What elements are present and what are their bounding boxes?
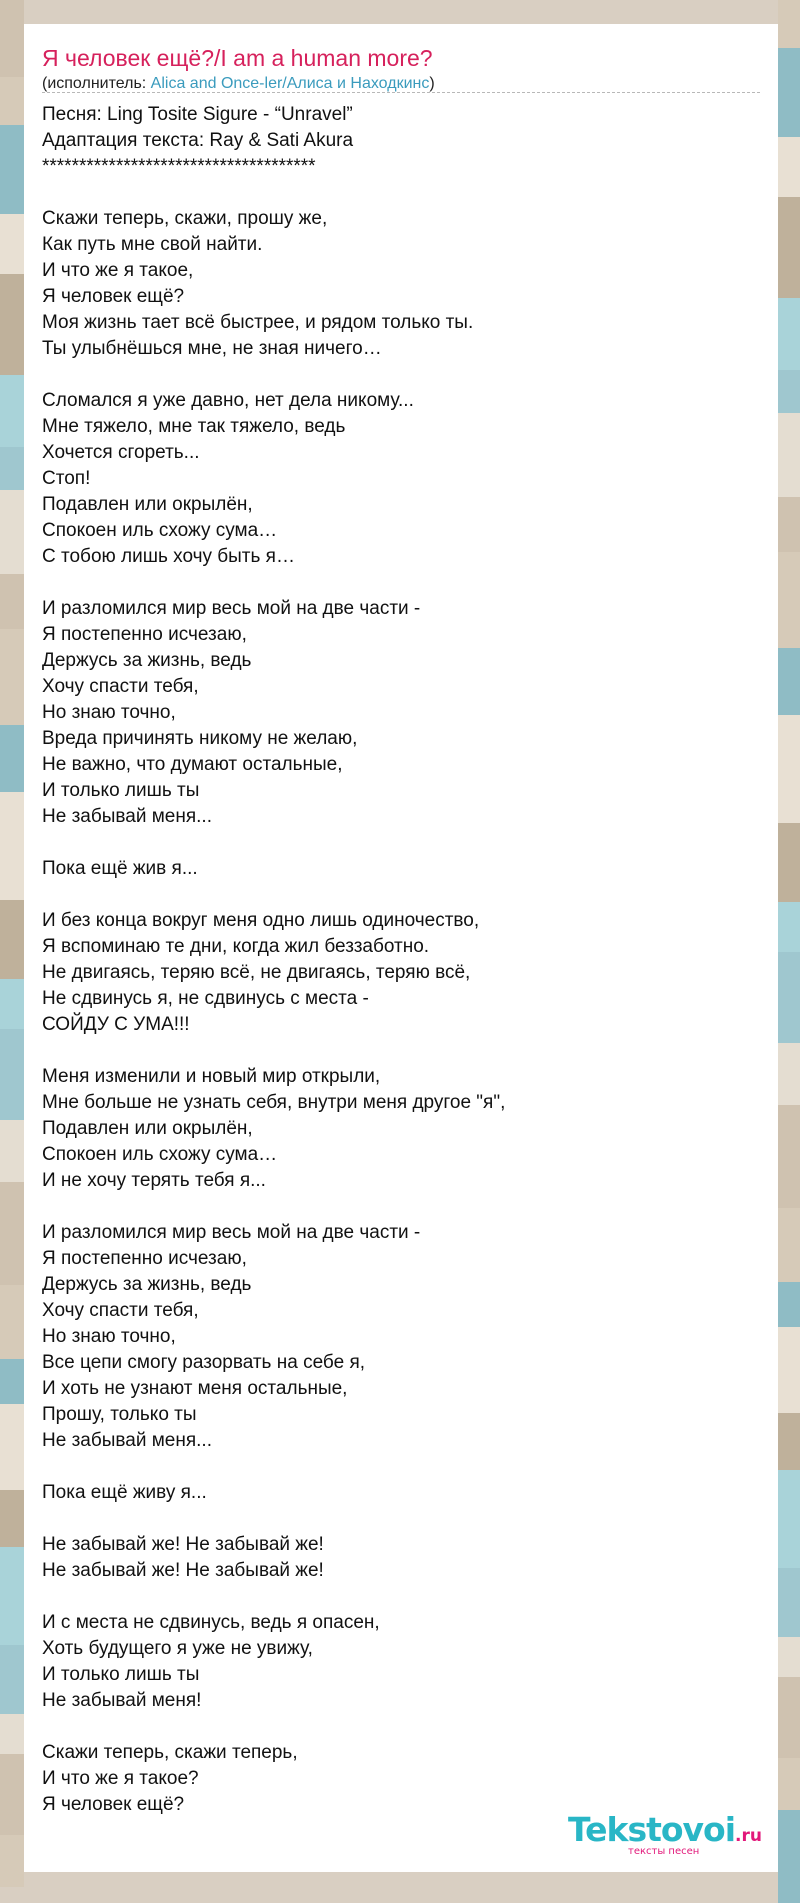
background-stripe — [778, 648, 800, 715]
lyric-line: И без конца вокруг меня одно лишь одиночество, — [42, 910, 480, 931]
background-stripe — [778, 48, 800, 137]
lyric-line: Подавлен или окрылён, — [42, 1118, 253, 1139]
background-stripe — [0, 77, 24, 125]
lyric-line: И с места не сдвинусь, ведь я опасен, — [42, 1612, 380, 1633]
lyric-line — [42, 180, 742, 206]
lyric-line: Стоп! — [42, 468, 91, 489]
background-stripe — [778, 552, 800, 648]
lyric-line: Я постепенно исчезаю, — [42, 1248, 247, 1269]
lyric-line — [42, 1454, 742, 1480]
lyric-line — [42, 570, 742, 596]
logo-tagline: тексты песен — [628, 1846, 700, 1857]
lyric-line: И только лишь ты — [42, 1664, 200, 1685]
background-stripe — [778, 197, 800, 298]
lyric-line — [42, 362, 742, 388]
lyric-line: Все цепи смогу разорвать на себе я, — [42, 1352, 366, 1373]
lyric-line: Вреда причинять никому не желаю, — [42, 728, 358, 749]
lyric-line: Не сдвинусь я, не сдвинусь с места - — [42, 988, 369, 1009]
lyric-line: И только лишь ты — [42, 780, 200, 801]
background-stripe — [778, 715, 800, 823]
lyric-line: Я постепенно исчезаю, — [42, 624, 247, 645]
background-stripe — [0, 1835, 24, 1887]
background-stripe — [0, 1285, 24, 1359]
background-stripe — [778, 1568, 800, 1637]
lyric-line: И разломился мир весь мой на две части - — [42, 1222, 421, 1243]
background-stripe — [778, 1208, 800, 1282]
background-stripe — [778, 1470, 800, 1568]
background-stripe — [778, 497, 800, 552]
background-stripe — [0, 792, 24, 900]
lyric-line: Спокоен иль схожу сума… — [42, 1144, 278, 1165]
lyric-line: Я человек ещё? — [42, 286, 185, 307]
background-stripe — [0, 375, 24, 447]
lyric-line — [42, 1506, 742, 1532]
performer-line — [42, 74, 435, 94]
lyrics-text — [42, 102, 742, 1818]
background-stripe — [0, 1754, 24, 1835]
lyric-line: Скажи теперь, скажи, прошу же, — [42, 208, 328, 229]
background-stripe — [0, 214, 24, 274]
logo-name: Tekstovoi — [568, 1810, 736, 1849]
lyric-line — [42, 882, 742, 908]
background-stripe — [0, 900, 24, 979]
background-stripe — [0, 0, 24, 77]
background-stripe — [0, 447, 24, 490]
lyric-line: Хоть будущего я уже не увижу, — [42, 1638, 313, 1659]
song-title: Я человек ещё?/I am a human more? — [42, 45, 433, 71]
background-stripe — [0, 1359, 24, 1404]
lyric-line: Ты улыбнёшься мне, не зная ничего… — [42, 338, 382, 359]
performer-link[interactable]: Alica and Once-ler/Алиса и Находкинс — [150, 75, 430, 92]
background-stripe — [0, 574, 24, 629]
background-stripe — [778, 1637, 800, 1677]
lyric-line: Не забывай же! Не забывай же! — [42, 1534, 324, 1555]
lyric-line: Прошу, только ты — [42, 1404, 197, 1425]
background-stripe — [778, 413, 800, 497]
logo-tld: .ru — [735, 1826, 762, 1846]
lyric-line — [42, 830, 742, 856]
lyric-line: Не двигаясь, теряю всё, не двигаясь, теряю всё, — [42, 962, 471, 983]
lyric-line: И хоть не узнают меня остальные, — [42, 1378, 348, 1399]
background-stripe — [0, 125, 24, 214]
lyric-line — [42, 1714, 742, 1740]
background-stripe — [0, 725, 24, 792]
lyric-line: И не хочу терять тебя я... — [42, 1170, 266, 1191]
performer-suffix: ) — [429, 75, 435, 92]
lyric-line: Пока ещё жив я... — [42, 858, 198, 879]
lyric-line: Как путь мне свой найти. — [42, 234, 263, 255]
background-stripe — [778, 0, 800, 48]
performer-prefix: (исполнитель: — [42, 75, 151, 92]
background-stripe — [0, 1714, 24, 1754]
background-stripe — [0, 1120, 24, 1182]
background-stripe — [0, 1029, 24, 1120]
background-stripe — [778, 823, 800, 902]
lyric-line: Мне тяжело, мне так тяжело, ведь — [42, 416, 346, 437]
lyric-line: Но знаю точно, — [42, 1326, 176, 1347]
background-stripe — [778, 1282, 800, 1327]
background-stripe — [0, 274, 24, 375]
background-stripe — [0, 1645, 24, 1714]
background-stripe — [778, 298, 800, 370]
lyric-line: Сломался я уже давно, нет дела никому... — [42, 390, 414, 411]
lyric-line: Скажи теперь, скажи теперь, — [42, 1742, 298, 1763]
lyric-line: Не забывай меня! — [42, 1690, 202, 1711]
background-stripe — [778, 1043, 800, 1105]
lyric-line: Хочу спасти тебя, — [42, 1300, 199, 1321]
lyric-line: Пока ещё живу я... — [42, 1482, 207, 1503]
lyric-line: Спокоен иль схожу сума… — [42, 520, 278, 541]
divider — [42, 92, 760, 93]
background-stripe — [778, 1758, 800, 1810]
lyric-line: СОЙДУ С УМА!!! — [42, 1014, 190, 1035]
lyric-line: Держусь за жизнь, ведь — [42, 1274, 252, 1295]
background-stripe — [0, 1404, 24, 1490]
lyric-line: Не забывай же! Не забывай же! — [42, 1560, 324, 1581]
lyric-line: И что же я такое, — [42, 260, 194, 281]
background-stripe — [0, 490, 24, 574]
lyric-line — [42, 1194, 742, 1220]
background-stripes-left — [0, 0, 24, 1872]
background-stripe — [0, 629, 24, 725]
lyric-line — [42, 1038, 742, 1064]
lyric-line: Хочется сгореть... — [42, 442, 200, 463]
lyric-line: Держусь за жизнь, ведь — [42, 650, 252, 671]
lyric-line: ************************************* — [42, 156, 316, 177]
lyric-line: Я человек ещё? — [42, 1794, 185, 1815]
lyric-line: И разломился мир весь мой на две части - — [42, 598, 421, 619]
lyric-line: Меня изменили и новый мир открыли, — [42, 1066, 381, 1087]
background-stripe — [778, 1810, 800, 1903]
lyric-line: Не забывай меня... — [42, 1430, 212, 1451]
lyric-line: Я вспоминаю те дни, когда жил беззаботно. — [42, 936, 430, 957]
background-stripe — [0, 1547, 24, 1645]
lyric-line: Но знаю точно, — [42, 702, 176, 723]
lyric-line: С тобою лишь хочу быть я… — [42, 546, 295, 567]
lyric-line: Не забывай меня... — [42, 806, 212, 827]
background-stripe — [778, 1677, 800, 1758]
site-logo[interactable] — [568, 1812, 768, 1864]
background-stripe — [778, 1413, 800, 1470]
lyric-line: Песня: Ling Tosite Sigure - “Unravel” — [42, 104, 353, 125]
background-stripe — [0, 979, 24, 1029]
background-stripe — [778, 137, 800, 197]
background-stripe — [778, 370, 800, 413]
background-stripes-right — [778, 0, 800, 1872]
background-stripe — [778, 952, 800, 1043]
lyric-line: Адаптация текста: Ray & Sati Akura — [42, 130, 354, 151]
background-stripe — [778, 1105, 800, 1208]
background-stripe — [778, 902, 800, 952]
lyric-line: Хочу спасти тебя, — [42, 676, 199, 697]
lyric-line: Мне больше не узнать себя, внутри меня другое "я", — [42, 1092, 506, 1113]
lyric-line: И что же я такое? — [42, 1768, 199, 1789]
lyrics-card — [24, 24, 778, 1872]
background-stripe — [0, 1182, 24, 1285]
background-stripe — [0, 1490, 24, 1547]
lyric-line: Подавлен или окрылён, — [42, 494, 253, 515]
background-stripe — [778, 1327, 800, 1413]
lyric-line: Не важно, что думают остальные, — [42, 754, 343, 775]
lyric-line: Моя жизнь тает всё быстрее, и рядом только ты. — [42, 312, 474, 333]
lyric-line — [42, 1584, 742, 1610]
